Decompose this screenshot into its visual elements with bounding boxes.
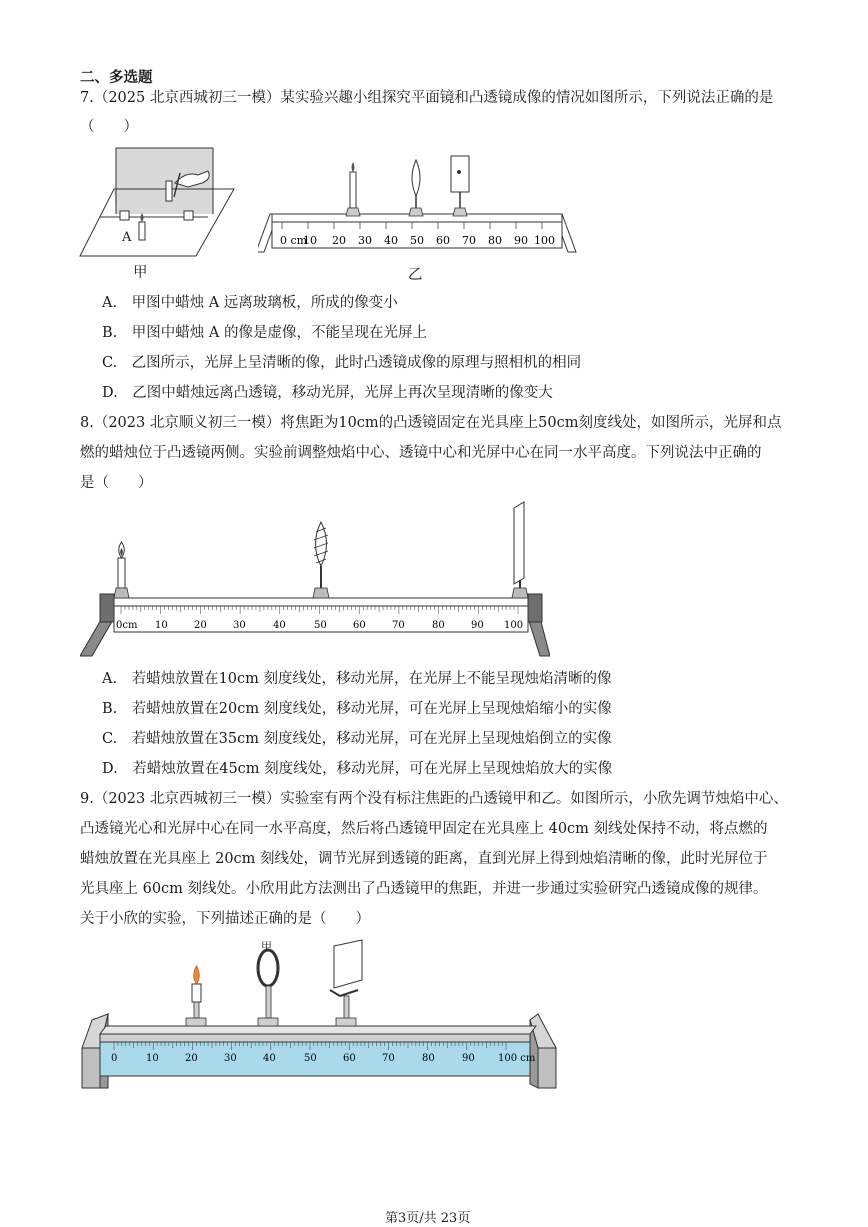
- q7-ruler-label-80: 80: [488, 234, 502, 247]
- q7-ruler-label-20: 20: [332, 234, 346, 247]
- q7-ruler-label-30: 30: [358, 234, 372, 247]
- q7-option-a: A. 甲图中蜡烛 A 远离玻璃板，所成的像变小: [102, 295, 398, 311]
- section-title: 二、多选题: [80, 69, 153, 86]
- q9-ruler-label-80: 80: [422, 1053, 435, 1064]
- q9-stem-line2: 凸透镜光心和光屏中心在同一水平高度，然后将凸透镜甲固定在光具座上 40cm 刻线处保持不动，将点燃的: [80, 821, 768, 837]
- q8-ruler-label-0: 0cm: [116, 620, 138, 631]
- q7-stem-line2: （ ）: [80, 119, 138, 135]
- q9-ruler-label-50: 50: [304, 1053, 317, 1064]
- q8-figure-bench: [80, 500, 550, 660]
- q7-ruler-label-0: 0 cm: [280, 234, 308, 247]
- q9-figure-bench: [78, 938, 560, 1094]
- q7-option-b: B. 甲图中蜡烛 A 的像是虚像，不能呈现在光屏上: [102, 325, 427, 341]
- q8-ruler-label-80: 80: [432, 620, 445, 631]
- q8-ruler-label-40: 40: [273, 620, 286, 631]
- q9-ruler-label-70: 70: [382, 1053, 395, 1064]
- q7-option-c: C. 乙图所示，光屏上呈清晰的像，此时凸透镜成像的原理与照相机的相同: [102, 355, 582, 371]
- q9-ruler-label-90: 90: [462, 1053, 475, 1064]
- q9-ruler-label-30: 30: [224, 1053, 237, 1064]
- q8-ruler-label-100: 100: [504, 620, 524, 631]
- q9-stem-line3: 蜡烛放置在光具座上 20cm 刻线处，调节光屏到透镜的距离，直到光屏上得到烛焰清晰的像，此时光屏位于: [80, 851, 768, 867]
- q9-ruler-label-0: 0: [111, 1053, 118, 1064]
- q7-figure-yi: [258, 152, 578, 262]
- q9-stem-line5: 关于小欣的实验，下列描述正确的是（ ）: [80, 911, 370, 927]
- q7-figure-jia: [78, 145, 248, 280]
- q9-ruler-label-100: 100 cm: [498, 1053, 536, 1064]
- q9-ruler-label-60: 60: [343, 1053, 356, 1064]
- q8-option-c: C. 若蜡烛放置在35cm 刻度线处，移动光屏，可在光屏上呈现烛焰倒立的实像: [102, 731, 612, 747]
- q8-ruler-label-70: 70: [392, 620, 405, 631]
- q7-ruler-label-10: 10: [303, 234, 317, 247]
- q7-ruler-label-40: 40: [384, 234, 398, 247]
- q8-option-a: A. 若蜡烛放置在10cm 刻度线处，移动光屏，在光屏上不能呈现烛焰清晰的像: [102, 671, 612, 687]
- q8-stem-line1: 8.（2023 北京顺义初三一模）将焦距为10cm的凸透镜固定在光具座上50cm刻度线处，如图所示，光屏和点: [80, 415, 782, 431]
- q8-stem-line2: 燃的蜡烛位于凸透镜两侧。实验前调整烛焰中心、透镜中心和光屏中心在同一水平高度。下列说法中正确的: [80, 445, 762, 461]
- q7-option-d: D. 乙图中蜡烛远离凸透镜，移动光屏，光屏上再次呈现清晰的像变大: [102, 385, 553, 401]
- q7-ruler-label-70: 70: [462, 234, 476, 247]
- q8-ruler-label-60: 60: [353, 620, 366, 631]
- q7-ruler-label-100: 100: [534, 234, 555, 247]
- q9-ruler-label-10: 10: [146, 1053, 159, 1064]
- q9-ruler-label-20: 20: [185, 1053, 198, 1064]
- q8-ruler-label-90: 90: [471, 620, 484, 631]
- q8-ruler-label-10: 10: [155, 620, 168, 631]
- q9-stem-line1: 9.（2023 北京西城初三一模）实验室有两个没有标注焦距的凸透镜甲和乙。如图所示，小欣先调节烛焰中心、: [80, 791, 788, 807]
- q7-caption-jia: 甲: [133, 265, 148, 281]
- q7-ruler-label-90: 90: [514, 234, 528, 247]
- q8-option-b: B. 若蜡烛放置在20cm 刻度线处，移动光屏，可在光屏上呈现烛焰缩小的实像: [102, 701, 612, 717]
- q8-ruler-label-20: 20: [194, 620, 207, 631]
- q8-option-d: D. 若蜡烛放置在45cm 刻度线处，移动光屏，可在光屏上呈现烛焰放大的实像: [102, 761, 613, 777]
- q8-ruler-label-50: 50: [314, 620, 327, 631]
- q7-caption-yi: 乙: [408, 267, 423, 283]
- q8-stem-line3: 是（ ）: [80, 475, 153, 491]
- q9-lens-label: 甲: [261, 940, 272, 953]
- q7-stem-line1: 7.（2025 北京西城初三一模）某实验兴趣小组探究平面镜和凸透镜成像的情况如图所示，下列说法正确的是: [80, 90, 774, 106]
- page-footer: 第3页/共 23页: [385, 1211, 471, 1226]
- q9-ruler-label-40: 40: [263, 1053, 276, 1064]
- q9-stem-line4: 光具座上 60cm 刻线处。小欣用此方法测出了凸透镜甲的焦距，并进一步通过实验研究凸透镜成像的规律。: [80, 881, 768, 897]
- q8-ruler-label-30: 30: [233, 620, 246, 631]
- q7-candle-label: A: [122, 230, 132, 245]
- q7-ruler-label-60: 60: [436, 234, 450, 247]
- q7-ruler-label-50: 50: [410, 234, 424, 247]
